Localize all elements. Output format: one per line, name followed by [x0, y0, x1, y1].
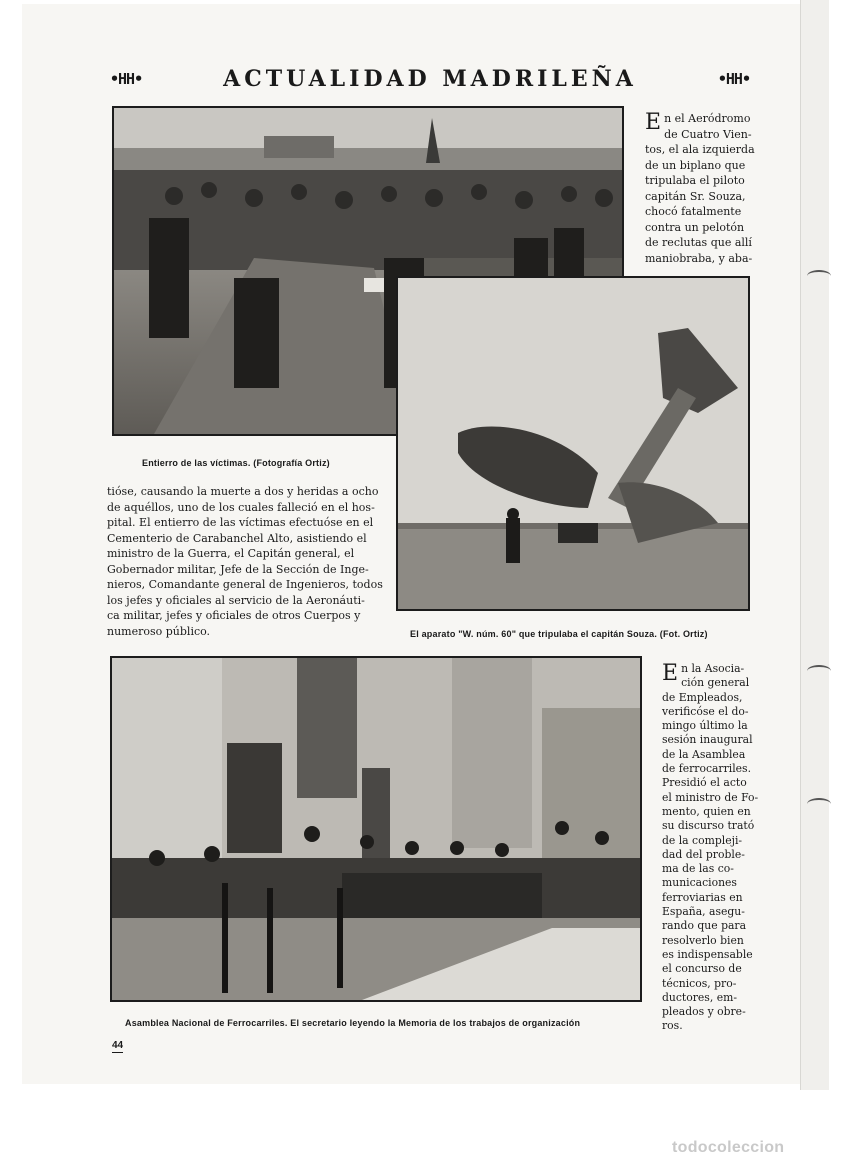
article2-line: ductores, em-	[662, 990, 737, 1004]
article1-line: ca militar, jefes y oficiales de otros Cuerpos y	[107, 609, 361, 622]
article1-line: numeroso público.	[107, 624, 211, 638]
ornament-right-icon: •HH•	[717, 70, 750, 88]
article2-line: es indispensable	[662, 947, 753, 961]
plane-photo-caption: El aparato "W. núm. 60" que tripulaba el capitán Souza. (Fot. Ortiz)	[410, 629, 708, 639]
article2-line: n la Asocia-	[681, 662, 745, 675]
watermark: todocoleccion	[672, 1139, 785, 1156]
article2-line: el ministro de Fo-	[662, 790, 759, 804]
article1-line: contra un pelotón	[645, 220, 745, 234]
article2-line: Presidió el acto	[662, 776, 747, 790]
article2-line: ros.	[662, 1019, 683, 1033]
article2-line: ma de las co-	[662, 862, 734, 876]
article2-line: sesión inaugural	[662, 733, 753, 747]
article2-line: su discurso trató	[662, 819, 755, 833]
article2-line: verificóse el do-	[662, 704, 749, 718]
ornament-left-icon: •HH•	[110, 70, 143, 88]
article2-line: rando que para	[662, 919, 747, 933]
article1-line: de aquéllos, uno de los cuales falleció en el hos-	[107, 500, 375, 514]
article2-line: mento, quien en	[662, 804, 751, 818]
article2-line: España, asegu-	[662, 905, 745, 919]
article2-line: resolverlo bien	[662, 933, 744, 947]
section-title: ACTUALIDAD MADRILEÑA	[223, 66, 637, 92]
article2-dropcap: E	[662, 661, 679, 686]
article2-line: pleados y obre-	[662, 1005, 746, 1019]
article2-line: ferroviarias en	[662, 890, 743, 904]
article2-line: técnicos, pro-	[662, 976, 737, 990]
article2-line: mingo último la	[662, 719, 748, 733]
article1-dropcap: E	[645, 110, 662, 135]
article1-line: pital. El entierro de las víctimas efectuóse en el	[107, 516, 374, 529]
article2-column	[662, 661, 759, 1034]
article1-line: tripulaba el piloto	[645, 174, 745, 187]
article2-line: de la Asamblea	[662, 747, 746, 761]
article1-line: ministro de la Guerra, el Capitán general, el	[107, 547, 355, 560]
article1-line: de un biplano que	[645, 158, 746, 172]
article1-line: Gobernador militar, Jefe de la Sección de Inge-	[107, 562, 369, 576]
article2-line: de la compleji-	[662, 833, 743, 847]
article2-line: ción general	[681, 676, 750, 690]
burial-photo-caption: Entierro de las víctimas. (Fotografía Ortiz)	[142, 458, 330, 468]
article2-line: el concurso de	[662, 962, 742, 976]
article2-line: dad del proble-	[662, 847, 745, 861]
article2-line: de Empleados,	[662, 690, 743, 704]
article1-column-left	[107, 484, 383, 639]
article1-line: chocó fatalmente	[645, 205, 742, 218]
article1-line: los jefes y oficiales al servicio de la Aeronáuti-	[107, 593, 365, 607]
page-edge	[800, 0, 829, 1090]
article2-line: municaciones	[662, 876, 737, 890]
article1-line: tióse, causando la muerte a dos y heridas a ocho	[107, 485, 379, 498]
assembly-photo	[110, 656, 642, 1002]
article1-line: maniobraba, y aba-	[645, 251, 753, 265]
page-number: 44	[112, 1040, 124, 1051]
section-header	[110, 62, 750, 96]
article1-column-right	[645, 111, 753, 266]
article1-line: nieros, Comandante general de Ingenieros, todos	[107, 578, 383, 591]
article1-line: n el Aeródromo	[664, 112, 751, 125]
article2-line: de ferrocarriles.	[662, 762, 752, 776]
article1-line: tos, el ala izquierda	[645, 143, 755, 156]
article1-line: de reclutas que allí	[645, 236, 752, 249]
article1-line: Cementerio de Carabanchel Alto, asistiendo el	[107, 531, 367, 545]
assembly-photo-caption: Asamblea Nacional de Ferrocarriles. El secretario leyendo la Memoria de los trabajos de organización	[125, 1018, 581, 1028]
plane-crash-photo	[396, 276, 750, 611]
article1-line: capitán Sr. Souza,	[645, 189, 746, 203]
article1-line: de Cuatro Vien-	[664, 127, 752, 141]
